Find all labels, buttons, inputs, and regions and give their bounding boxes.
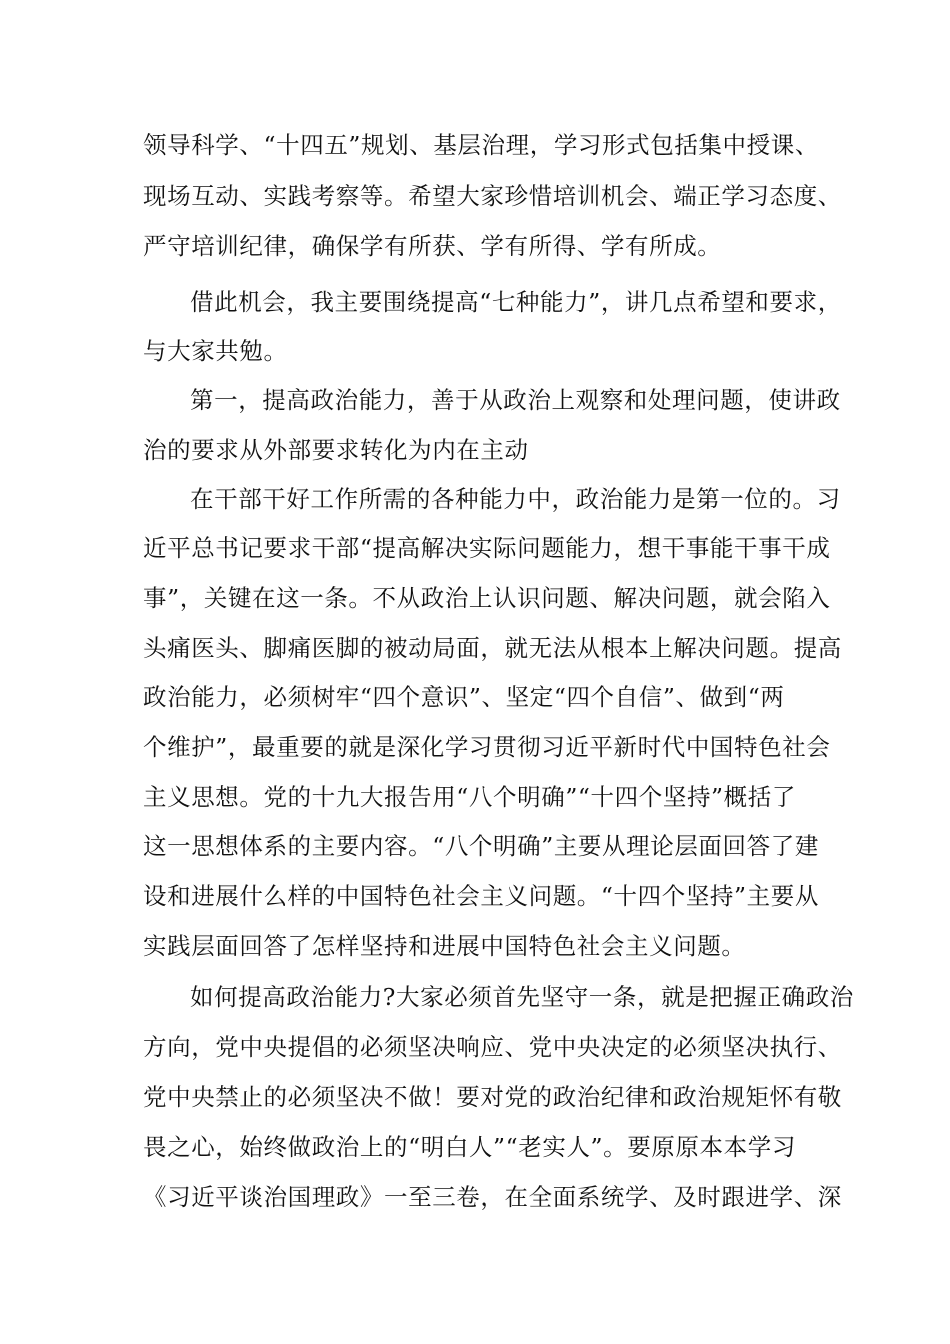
text-line: 主义思想。党的十九大报告用“八个明确”“十四个坚持”概括了 [143,783,796,811]
text-line: 领导科学、“十四五”规划、基层治理，学习形式包括集中授课、 [143,131,819,159]
text-line: 政治能力，必须树牢“四个意识”、坚定“四个自信”、做到“两 [143,683,785,711]
text-line: 党中央禁止的必须坚决不做！要对党的政治纪律和政治规矩怀有敬 [143,1083,842,1111]
text-line: 治的要求从外部要求转化为内在主动 [143,436,529,464]
text-line: 个维护”，最重要的就是深化学习贯彻习近平新时代中国特色社会 [143,733,831,761]
text-line: 近平总书记要求干部“提高解决实际问题能力，想干事能干事干成 [143,534,831,562]
text-line: 与大家共勉。 [143,337,288,365]
text-line: 实践层面回答了怎样坚持和进展中国特色社会主义问题。 [143,932,746,960]
text-line: 方向，党中央提倡的必须坚决响应、党中央决定的必须坚决执行、 [143,1033,842,1061]
text-line: 如何提高政治能力?大家必须首先坚守一条，就是把握正确政治 [190,983,854,1011]
text-line: 现场互动、实践考察等。希望大家珍惜培训机会、端正学习态度、 [143,182,842,210]
text-line: 这一思想体系的主要内容。“八个明确”主要从理论层面回答了建 [143,832,819,860]
text-line: 头痛医头、脚痛医脚的被动局面，就无法从根本上解决问题。提高 [143,634,842,662]
text-line: 设和进展什么样的中国特色社会主义问题。“十四个坚持”主要从 [143,882,819,910]
text-line: 事”，关键在这一条。不从政治上认识问题、解决问题，就会陷入 [143,584,831,612]
text-line: 《习近平谈治国理政》一至三卷，在全面系统学、及时跟进学、深 [143,1183,842,1211]
text-line: 借此机会，我主要围绕提高“七种能力”，讲几点希望和要求， [190,288,842,316]
text-line: 第一，提高政治能力，善于从政治上观察和处理问题，使讲政 [190,386,841,414]
text-line: 畏之心，始终做政治上的“明白人”“老实人”。要原原本本学习 [143,1133,796,1161]
text-line: 在干部干好工作所需的各种能力中，政治能力是第一位的。习 [190,485,841,513]
text-line: 严守培训纪律，确保学有所获、学有所得、学有所成。 [143,232,722,260]
